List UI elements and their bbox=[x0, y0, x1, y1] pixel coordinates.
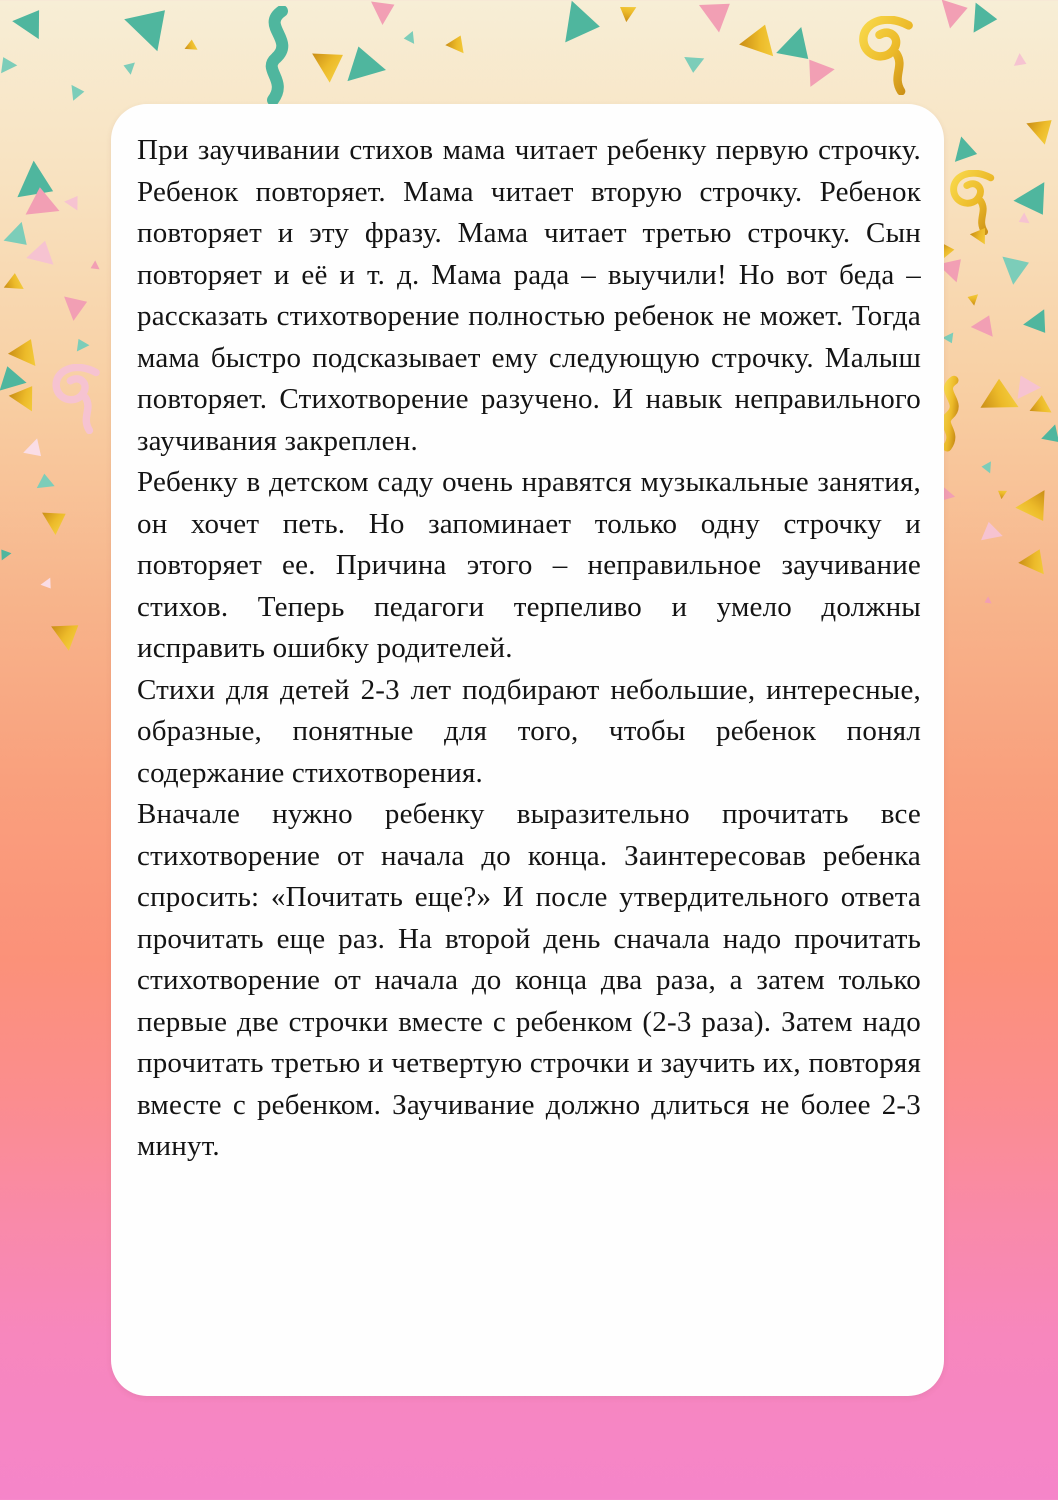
confetti-triangle-icon bbox=[1028, 392, 1058, 422]
confetti-triangle-icon bbox=[61, 295, 89, 323]
confetti-triangle-icon bbox=[76, 338, 90, 352]
confetti-triangle-icon bbox=[0, 364, 30, 396]
confetti-triangle-icon bbox=[969, 311, 1003, 345]
confetti-triangle-icon bbox=[980, 458, 996, 474]
paragraph-memorizing-method: При заучивании стихов мама читает ребенку первую строчку. Ребенок повторяет. Мама читает вторую строчку. Ребенок повторяет и эту фразу. Мама читает третью строчку. Сын повторяет и её и т. д. Мама рада – выучили! Но вот беда – рассказать стихотворение полностью ребенок не может. Тогда мама быстро подсказывает ему следующую строчку. Малыш повторяет. Стихотворение разучено. И навык неправильного заучивания закреплен. bbox=[137, 134, 921, 457]
confetti-triangle-icon bbox=[737, 19, 788, 70]
confetti-triangle-icon bbox=[945, 135, 982, 172]
confetti-triangle-icon bbox=[23, 183, 67, 227]
confetti-triangle-icon bbox=[50, 620, 85, 655]
confetti-triangle-icon bbox=[999, 255, 1032, 288]
confetti-triangle-icon bbox=[121, 57, 139, 75]
paragraph-poem-selection: Стихи для детей 2-3 лет подбирают небольшие, интересные, образные, понятные для того, чтобы ребенок понял содержание стихотворения. bbox=[137, 673, 921, 789]
confetti-triangle-icon bbox=[769, 25, 815, 71]
confetti-triangle-icon bbox=[984, 596, 992, 604]
confetti-triangle-icon bbox=[978, 374, 1028, 424]
confetti-triangle-icon bbox=[90, 260, 100, 270]
confetti-triangle-icon bbox=[1010, 180, 1049, 219]
paragraph-learning-steps: Вначале нужно ребенку выразительно прочитать все стихотворение от начала до конца. Заинтересовав ребенка спросить: «Почитать еще?» И после утвердительного ответа прочитать еще раз. На второй день сначала надо прочитать стихотворение от начала до конца два раза, а затем только первые две строчки вместе с ребенком (2-3 раза). Затем надо прочитать третью и четвертую строчки и заучить их, повторяя вместе с ребенком. Заучивание должно длиться не более 2-3 минут. bbox=[137, 798, 921, 1162]
confetti-triangle-icon bbox=[961, 1, 1002, 42]
confetti-triangle-icon bbox=[969, 225, 994, 250]
confetti-triangle-icon bbox=[0, 56, 18, 74]
confetti-triangle-icon bbox=[402, 28, 419, 45]
confetti-ribbon-icon bbox=[854, 16, 920, 95]
confetti-triangle-icon bbox=[7, 381, 45, 419]
confetti-triangle-icon bbox=[63, 193, 85, 215]
confetti-triangle-icon bbox=[1009, 52, 1029, 72]
confetti-triangle-icon bbox=[370, 0, 396, 26]
confetti-triangle-icon bbox=[39, 577, 53, 591]
confetti-triangle-icon bbox=[6, 334, 48, 376]
confetti-triangle-icon bbox=[617, 0, 642, 23]
paragraph-kindergarten-example: Ребенку в детском саду очень нравятся музыкальные занятия, он хочет петь. Но запоминает только одну строчку и повторяет ее. Причина этого – неправильное заучивание стихов. Теперь педагоги терпеливо и умело должны исправить ошибку родителей. bbox=[137, 466, 921, 664]
confetti-triangle-icon bbox=[1020, 308, 1050, 338]
confetti-ribbon-icon bbox=[258, 6, 298, 106]
confetti-triangle-icon bbox=[345, 43, 391, 89]
confetti-triangle-icon bbox=[804, 54, 839, 89]
confetti-triangle-icon bbox=[19, 437, 45, 463]
confetti-triangle-icon bbox=[35, 471, 58, 494]
confetti-ribbon-icon bbox=[48, 364, 106, 434]
confetti-triangle-icon bbox=[936, 0, 971, 32]
confetti-triangle-icon bbox=[1016, 544, 1055, 583]
confetti-triangle-icon bbox=[1013, 489, 1050, 526]
confetti-triangle-icon bbox=[24, 236, 63, 275]
confetti-triangle-icon bbox=[10, 4, 54, 48]
confetti-triangle-icon bbox=[980, 520, 1007, 547]
confetti-triangle-icon bbox=[0, 220, 32, 253]
confetti-ribbon-icon bbox=[946, 170, 1000, 235]
document-text bbox=[137, 130, 921, 1168]
confetti-triangle-icon bbox=[311, 49, 348, 86]
confetti-triangle-icon bbox=[122, 2, 181, 61]
confetti-triangle-icon bbox=[697, 0, 736, 37]
confetti-triangle-icon bbox=[41, 509, 69, 537]
confetti-triangle-icon bbox=[4, 158, 60, 214]
confetti-triangle-icon bbox=[678, 48, 705, 75]
confetti-triangle-icon bbox=[1018, 212, 1030, 224]
confetti-triangle-icon bbox=[1037, 423, 1058, 449]
confetti-triangle-icon bbox=[966, 290, 983, 307]
confetti-triangle-icon bbox=[996, 486, 1010, 500]
confetti-triangle-icon bbox=[548, 0, 606, 56]
confetti-triangle-icon bbox=[0, 547, 13, 561]
confetti-triangle-icon bbox=[1025, 115, 1058, 149]
confetti-triangle-icon bbox=[184, 38, 202, 56]
confetti-triangle-icon bbox=[2, 270, 29, 297]
confetti-triangle-icon bbox=[1016, 374, 1042, 400]
confetti-triangle-icon bbox=[66, 84, 87, 105]
text-card bbox=[111, 104, 944, 1396]
confetti-triangle-icon bbox=[444, 32, 472, 60]
